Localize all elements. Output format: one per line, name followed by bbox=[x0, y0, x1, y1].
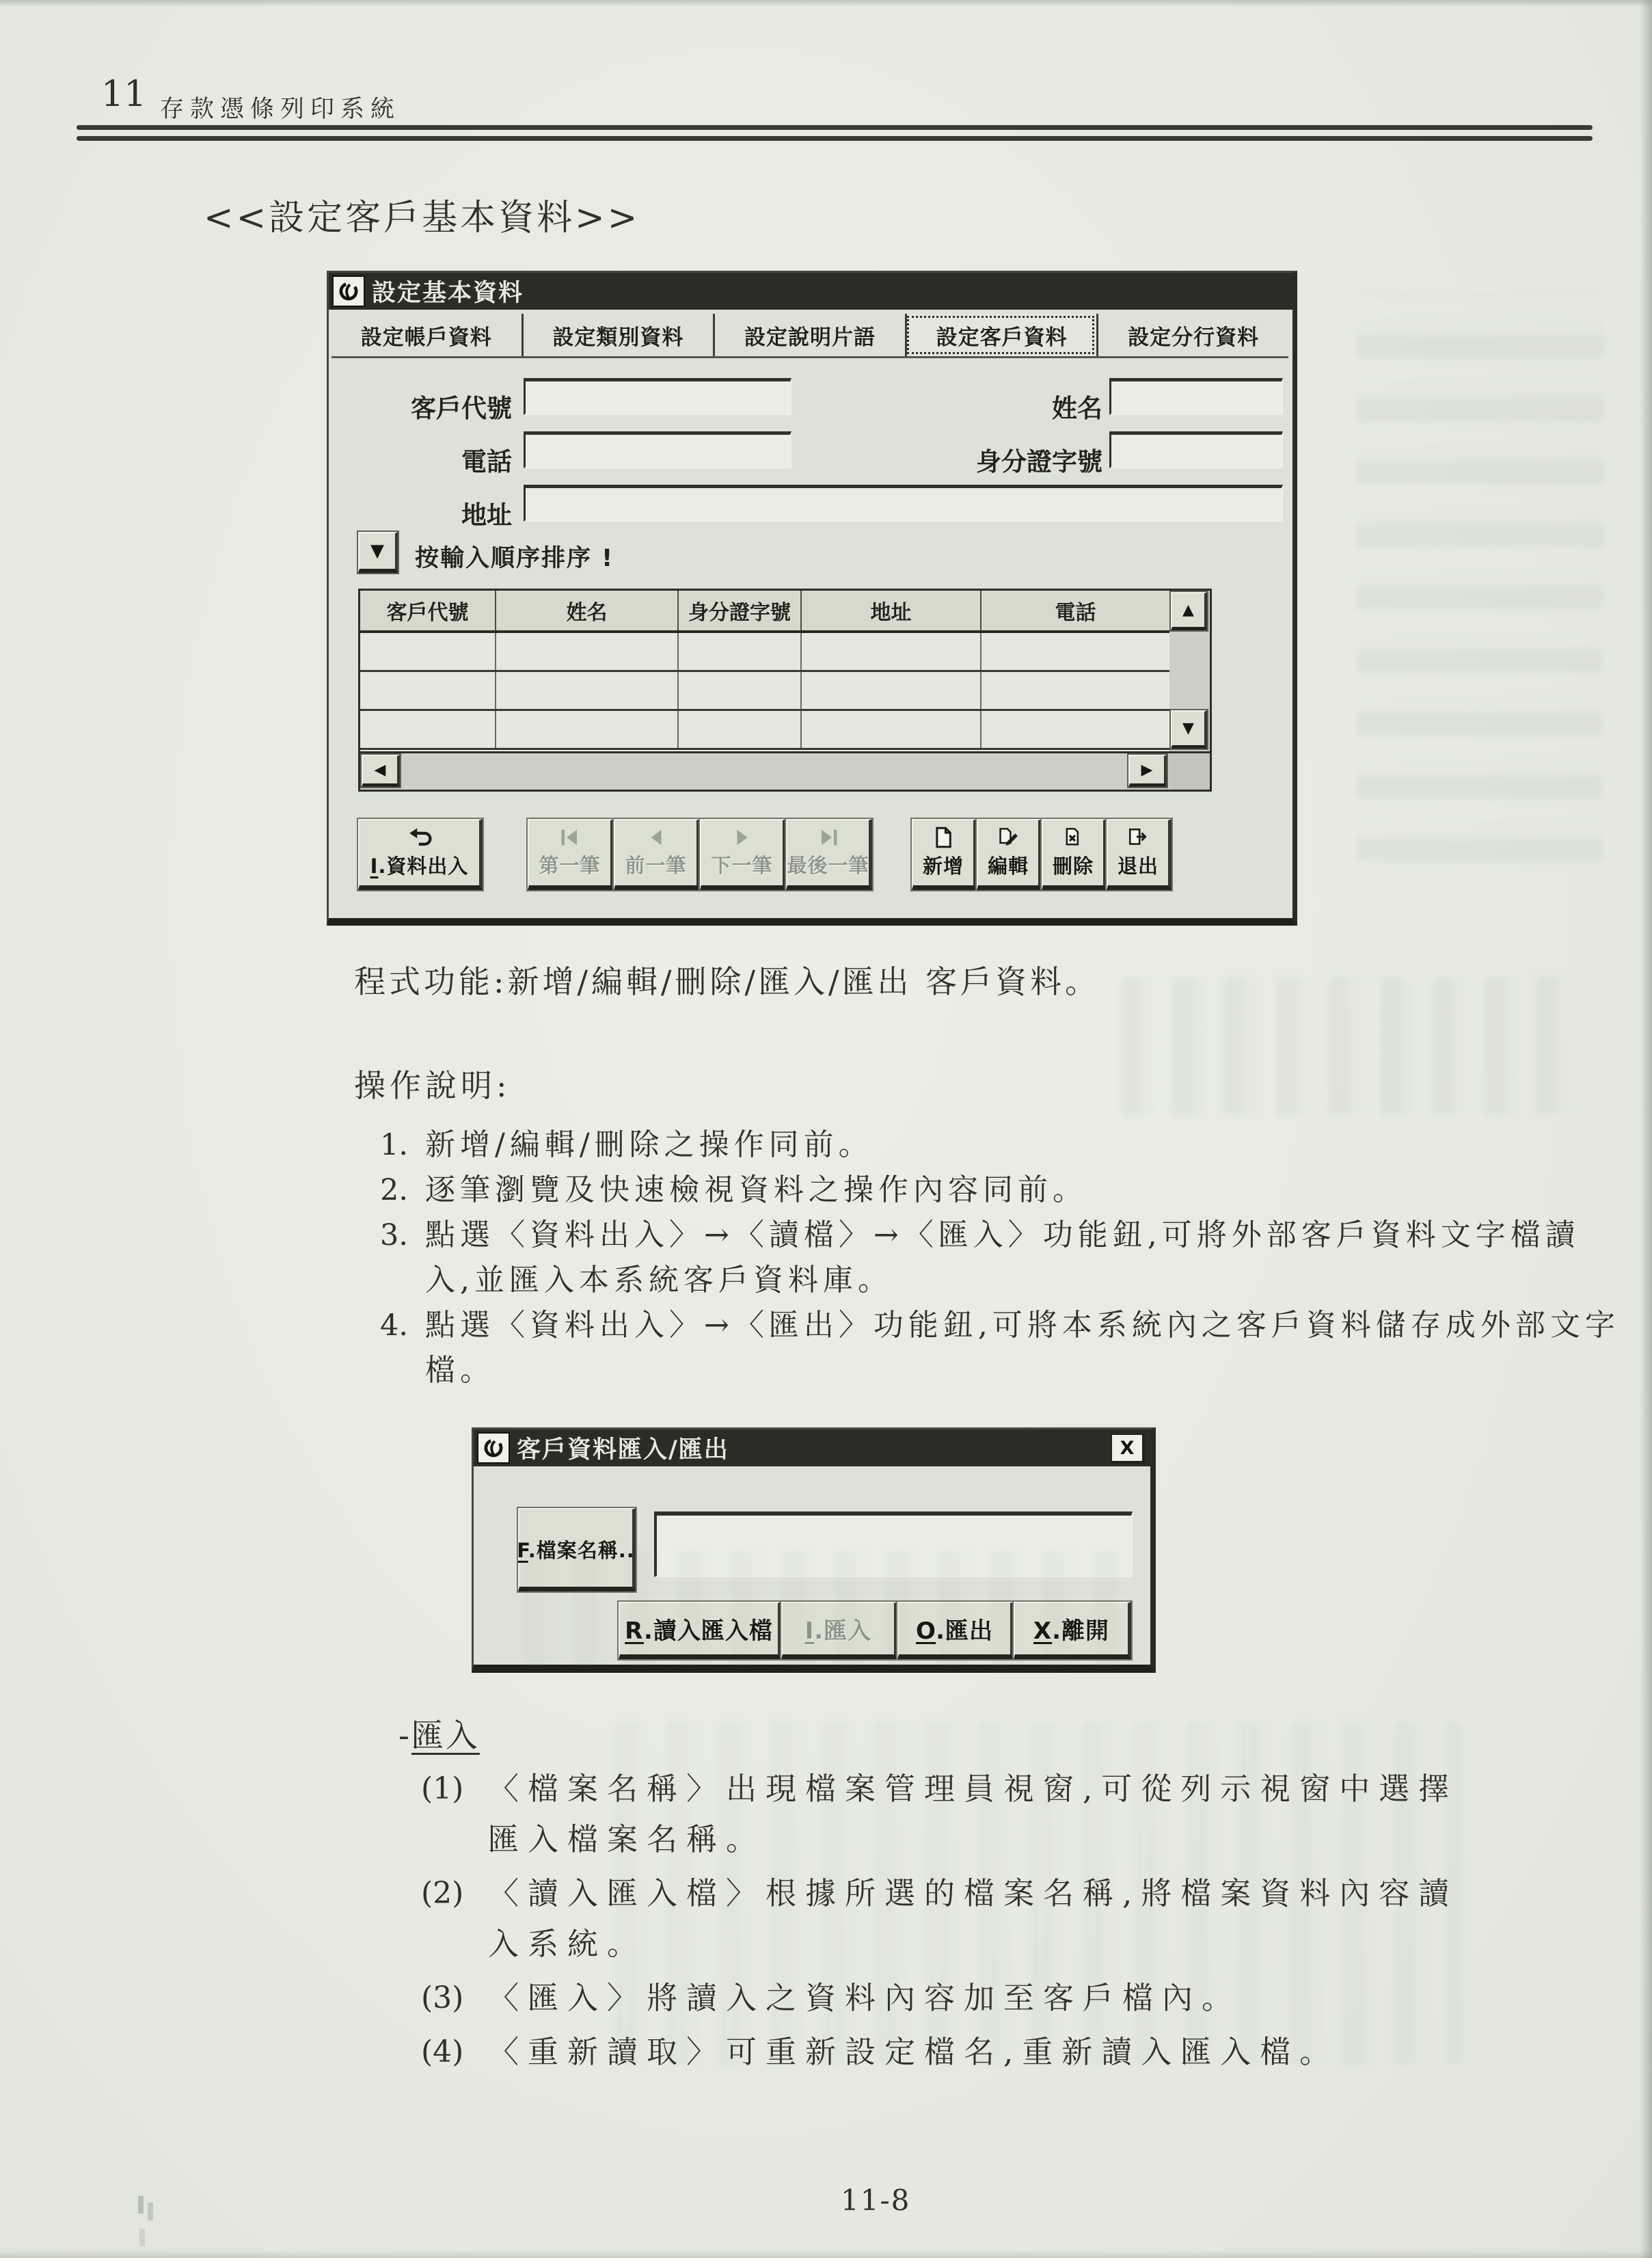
chapter-title: 存款憑條列印系統 bbox=[160, 96, 401, 123]
scroll-right-icon: ▶ bbox=[1141, 761, 1153, 779]
close-button[interactable] bbox=[1111, 1434, 1143, 1462]
list-item bbox=[421, 1764, 1474, 1865]
tab-description-phrase[interactable]: 設定說明片語 bbox=[713, 314, 905, 356]
column-header-name[interactable]: 姓名 bbox=[495, 591, 677, 630]
list-item-number: (4) bbox=[421, 2034, 464, 2069]
settings-dialog bbox=[327, 271, 1297, 926]
edit-button-label: 編輯 bbox=[987, 855, 1029, 878]
file-name-input[interactable] bbox=[654, 1511, 1133, 1577]
last-record-button[interactable] bbox=[786, 819, 872, 890]
header-rule-bottom bbox=[77, 136, 1593, 141]
list-item bbox=[380, 1123, 1624, 1168]
import-button[interactable] bbox=[781, 1602, 897, 1659]
scroll-up-icon: ▲ bbox=[1182, 602, 1194, 619]
header-rule-top bbox=[77, 125, 1593, 130]
sort-order-hint: 按輸入順序排序 ! bbox=[415, 545, 614, 572]
data-io-button[interactable] bbox=[358, 819, 483, 890]
section-title: <<設定客戶基本資料>> bbox=[204, 198, 640, 239]
undo-arrow-icon bbox=[406, 826, 433, 848]
scroll-down-icon: ▼ bbox=[1182, 720, 1194, 737]
edit-pencil-icon bbox=[997, 826, 1019, 848]
name-input[interactable] bbox=[1109, 378, 1283, 415]
customer-code-input[interactable] bbox=[524, 378, 791, 415]
import-section-heading bbox=[398, 1710, 480, 1756]
read-import-file-button[interactable] bbox=[619, 1602, 781, 1659]
delete-document-icon bbox=[1063, 826, 1083, 848]
list-item-number: 2. bbox=[380, 1173, 409, 1207]
tab-account-data[interactable]: 設定帳戶資料 bbox=[360, 325, 492, 350]
list-item-text: 〈匯入〉將讀入之資料內容加至客戶檔內。 bbox=[488, 1980, 1242, 2016]
list-item-text: 點選〈資料出入〉→〈匯出〉功能鈕,可將本系統內之客戶資料儲存成外部文字檔。 bbox=[425, 1308, 1620, 1388]
table-header-row bbox=[360, 591, 1169, 633]
tab-branch-data[interactable]: 設定分行資料 bbox=[1096, 314, 1288, 356]
program-function-line: 程式功能:新增/編輯/刪除/匯入/匯出 客戶資料。 bbox=[354, 963, 1100, 1000]
column-header-phone[interactable]: 電話 bbox=[980, 591, 1169, 630]
list-item bbox=[380, 1168, 1624, 1213]
file-name-button-label: F.檔案名稱.. bbox=[517, 1539, 635, 1562]
delete-button-label: 刪除 bbox=[1052, 855, 1094, 878]
settings-dialog-titlebar[interactable] bbox=[329, 273, 1292, 310]
data-io-button-label: I.資料出入 bbox=[370, 855, 469, 878]
exit-button[interactable] bbox=[1107, 819, 1172, 890]
previous-record-button[interactable] bbox=[614, 819, 700, 890]
heading-text: 匯入 bbox=[411, 1717, 480, 1755]
file-name-button[interactable] bbox=[518, 1508, 636, 1591]
table-row[interactable] bbox=[360, 672, 1169, 711]
first-record-label: 第一筆 bbox=[539, 854, 601, 877]
horizontal-scrollbar[interactable] bbox=[360, 751, 1169, 790]
ink-mark-artifact bbox=[138, 2196, 144, 2214]
vertical-scrollbar[interactable] bbox=[1169, 591, 1210, 751]
import-export-dialog bbox=[472, 1427, 1156, 1673]
first-record-button[interactable] bbox=[528, 819, 614, 890]
import-export-dialog-titlebar[interactable] bbox=[474, 1429, 1150, 1466]
next-record-icon bbox=[731, 827, 754, 848]
chapter-number: 11 bbox=[101, 74, 147, 115]
customer-code-label: 客戶代號 bbox=[411, 394, 512, 423]
page-number: 11-8 bbox=[841, 2183, 911, 2217]
list-item-text: 新增/編輯/刪除之操作同前。 bbox=[425, 1127, 874, 1162]
next-record-button[interactable] bbox=[700, 819, 786, 890]
scroll-left-icon: ◀ bbox=[374, 761, 386, 779]
list-item-text: 點選〈資料出入〉→〈讀檔〉→〈匯入〉功能鈕,可將外部客戶資料文字檔讀入,並匯入本系統客戶資料庫。 bbox=[425, 1218, 1580, 1298]
exit-door-icon bbox=[1127, 826, 1149, 848]
phone-input[interactable] bbox=[524, 431, 791, 468]
app-logo-icon bbox=[477, 1432, 510, 1464]
edit-button[interactable] bbox=[977, 819, 1042, 890]
scroll-left-button[interactable] bbox=[362, 755, 400, 787]
table-row[interactable] bbox=[360, 711, 1169, 750]
bleed-through-smudge bbox=[1121, 978, 1572, 1114]
bleed-through-smudge bbox=[1357, 294, 1603, 861]
settings-dialog-title: 設定基本資料 bbox=[372, 280, 524, 307]
last-record-label: 最後一筆 bbox=[787, 854, 869, 877]
close-icon: X bbox=[1120, 1437, 1135, 1459]
import-export-dialog-title: 客戶資料匯入/匯出 bbox=[517, 1436, 729, 1464]
list-item-text: 〈重新讀取〉可重新設定檔名,重新讀入匯入檔。 bbox=[488, 2034, 1340, 2070]
add-button-label: 新增 bbox=[922, 855, 964, 878]
table-row[interactable] bbox=[360, 633, 1169, 672]
scan-edge-bottom bbox=[0, 2250, 1652, 2258]
column-header-address[interactable]: 地址 bbox=[800, 591, 980, 630]
address-input[interactable] bbox=[524, 485, 1283, 522]
list-item-text: 〈檔案名稱〉出現檔案管理員視窗,可從列示視窗中選擇匯入檔案名稱。 bbox=[488, 1771, 1459, 1857]
list-item-number: 3. bbox=[380, 1218, 409, 1252]
leave-button[interactable] bbox=[1014, 1602, 1131, 1659]
last-record-icon bbox=[817, 827, 840, 848]
delete-button[interactable] bbox=[1042, 819, 1107, 890]
list-item-number: 4. bbox=[380, 1308, 409, 1343]
customer-table bbox=[358, 589, 1212, 792]
address-label: 地址 bbox=[461, 500, 512, 530]
scrollbar-corner bbox=[1169, 751, 1210, 790]
first-record-icon bbox=[558, 827, 582, 848]
scan-edge-right bbox=[1640, 0, 1652, 2258]
export-button-label: O.匯出 bbox=[915, 1617, 994, 1645]
new-document-icon bbox=[933, 826, 953, 848]
id-number-input[interactable] bbox=[1109, 431, 1283, 468]
list-item-number: (1) bbox=[421, 1771, 464, 1806]
next-record-label: 下一筆 bbox=[711, 854, 773, 877]
list-item bbox=[421, 1868, 1474, 1970]
chevron-down-icon: ▼ bbox=[370, 541, 384, 561]
scroll-up-button[interactable] bbox=[1171, 592, 1207, 630]
list-item-number: (3) bbox=[421, 1980, 464, 2015]
add-button[interactable] bbox=[912, 819, 977, 890]
read-import-file-label: R.讀入匯入檔 bbox=[625, 1617, 773, 1645]
import-steps-list bbox=[421, 1764, 1474, 2081]
exit-button-label: 退出 bbox=[1117, 855, 1159, 878]
list-item bbox=[421, 2027, 1474, 2078]
list-item-number: (2) bbox=[421, 1876, 464, 1911]
tab-customer-data[interactable]: 設定客戶資料 bbox=[905, 314, 1097, 356]
sort-dropdown-button[interactable] bbox=[358, 532, 398, 573]
name-label: 姓名 bbox=[1052, 394, 1102, 423]
list-item bbox=[380, 1303, 1624, 1393]
heading-dash: - bbox=[398, 1717, 411, 1755]
list-item-text: 〈讀入匯入檔〉根據所選的檔案名稱,將檔案資料內容讀入系統。 bbox=[488, 1875, 1459, 1962]
previous-record-label: 前一筆 bbox=[625, 854, 687, 877]
tab-category-data[interactable]: 設定類別資料 bbox=[522, 314, 714, 356]
operations-list bbox=[380, 1123, 1624, 1393]
scroll-down-button[interactable] bbox=[1171, 710, 1207, 749]
export-button[interactable] bbox=[897, 1602, 1014, 1659]
list-item-number: 1. bbox=[380, 1128, 409, 1162]
id-number-label: 身分證字號 bbox=[976, 447, 1102, 476]
tab-bar bbox=[331, 314, 1288, 358]
phone-label: 電話 bbox=[461, 447, 512, 476]
operations-heading: 操作說明: bbox=[354, 1067, 511, 1104]
column-header-customer-code[interactable]: 客戶代號 bbox=[386, 601, 469, 625]
leave-button-label: X.離開 bbox=[1033, 1617, 1110, 1645]
list-item bbox=[421, 1973, 1474, 2024]
import-button-label: I.匯入 bbox=[804, 1617, 872, 1645]
list-item bbox=[380, 1213, 1624, 1303]
scan-edge-top bbox=[0, 0, 1652, 7]
column-header-id-number[interactable]: 身分證字號 bbox=[677, 591, 800, 630]
scroll-right-button[interactable] bbox=[1128, 755, 1167, 787]
list-item-text: 逐筆瀏覽及快速檢視資料之操作內容同前。 bbox=[425, 1172, 1087, 1207]
previous-record-icon bbox=[645, 827, 668, 848]
app-logo-icon bbox=[332, 275, 365, 307]
